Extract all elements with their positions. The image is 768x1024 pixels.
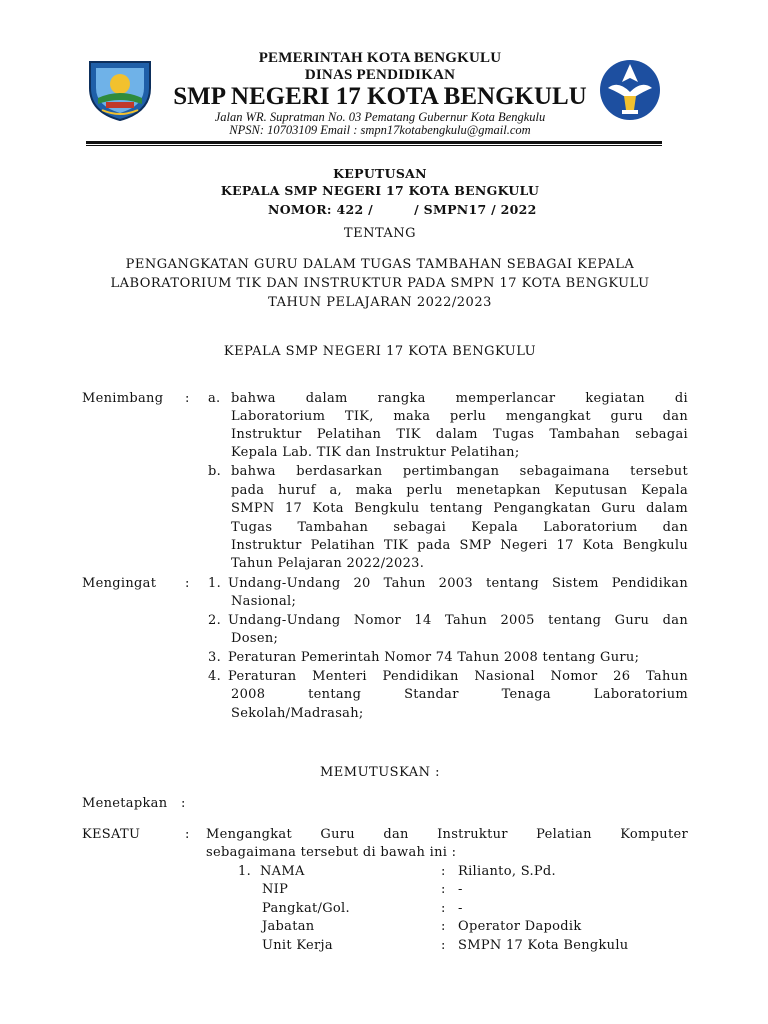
field-colon: : bbox=[441, 919, 446, 934]
mengingat-colon: : bbox=[185, 576, 190, 591]
field-colon: : bbox=[441, 882, 446, 897]
field-value: SMPN 17 Kota Bengkulu bbox=[458, 938, 629, 953]
mengingat-1-marker: 1. bbox=[208, 576, 222, 591]
letterhead-rule-thin bbox=[86, 145, 662, 146]
menimbang-b-line: Instruktur Pelatihan TIK pada SMP Negeri 17 Kota Bengkulu bbox=[231, 538, 688, 553]
subject-line-3: TAHUN PELAJARAN 2022/2023 bbox=[268, 295, 492, 310]
memutuskan-heading: MEMUTUSKAN : bbox=[319, 765, 441, 780]
letterhead-address: Jalan WR. Supratman No. 03 Pematang Gubernur Kota Bengkulu bbox=[214, 110, 546, 124]
menetapkan-colon: : bbox=[181, 796, 186, 811]
mengingat-4-line: Peraturan Menteri Pendidikan Nasional Nomor 26 Tahun bbox=[228, 669, 688, 684]
subject-line-2: LABORATORIUM TIK DAN INSTRUKTUR PADA SMPN 17 KOTA BENGKULU bbox=[110, 276, 650, 291]
menimbang-b-line: pada huruf a, maka perlu menetapkan Keputusan Kepala bbox=[231, 483, 688, 498]
field-key: Pangkat/Gol. bbox=[262, 901, 350, 916]
menimbang-b-line: SMPN 17 Kota Bengkulu tentang Pengangkatan Guru dalam bbox=[231, 501, 688, 516]
letterhead-rule-thick bbox=[86, 141, 662, 144]
mengingat-3-line: Peraturan Pemerintah Nomor 74 Tahun 2008 tentang Guru; bbox=[228, 650, 640, 665]
menimbang-a-marker: a. bbox=[208, 391, 221, 406]
decree-number bbox=[268, 199, 537, 219]
kesatu-line: sebagaimana tersebut di bawah ini : bbox=[206, 845, 457, 860]
kesatu-entry-marker: 1. bbox=[238, 864, 252, 879]
subject-line-1: PENGANGKATAN GURU DALAM TUGAS TAMBAHAN SEBAGAI KEPALA bbox=[125, 257, 635, 272]
kesatu-line: Mengangkat Guru dan Instruktur Pelatian Komputer bbox=[206, 827, 688, 842]
field-key: NIP bbox=[262, 882, 289, 897]
mengingat-1-line: Nasional; bbox=[231, 594, 297, 609]
kesatu-colon: : bbox=[185, 827, 190, 842]
letterhead-school-name: SMP NEGERI 17 KOTA BENGKULU bbox=[173, 83, 587, 110]
bengkulu-city-emblem-icon bbox=[84, 58, 156, 122]
menimbang-b-marker: b. bbox=[208, 464, 222, 479]
mengingat-4-line: 2008 tentang Standar Tenaga Laboratorium bbox=[231, 687, 688, 702]
letterhead-agency: DINAS PENDIDIKAN bbox=[304, 67, 456, 83]
tentang-label: TENTANG bbox=[343, 226, 417, 241]
authority-line: KEPALA SMP NEGERI 17 KOTA BENGKULU bbox=[223, 344, 537, 359]
decree-number-left: NOMOR: 422 / bbox=[268, 202, 374, 217]
menimbang-a-line: Instruktur Pelatihan TIK dalam Tugas Tambahan sebagai bbox=[231, 427, 688, 442]
decree-number-right: / SMPN17 / 2022 bbox=[414, 202, 537, 217]
decree-issuer: KEPALA SMP NEGERI 17 KOTA BENGKULU bbox=[220, 183, 540, 198]
kesatu-label: KESATU bbox=[82, 827, 141, 842]
mengingat-2-line: Dosen; bbox=[231, 631, 279, 646]
field-colon: : bbox=[441, 901, 446, 916]
field-key: NAMA bbox=[260, 864, 305, 879]
mengingat-4-line: Sekolah/Madrasah; bbox=[231, 706, 364, 721]
mengingat-3-marker: 3. bbox=[208, 650, 222, 665]
mengingat-2-line: Undang-Undang Nomor 14 Tahun 2005 tentang Guru dan bbox=[228, 613, 688, 628]
decree-heading: KEPUTUSAN bbox=[333, 166, 427, 181]
menimbang-b-line: Tahun Pelajaran 2022/2023. bbox=[231, 556, 425, 571]
mengingat-2-marker: 2. bbox=[208, 613, 222, 628]
menimbang-a-line: Kepala Lab. TIK dan Instruktur Pelatihan; bbox=[231, 445, 520, 460]
mengingat-label: Mengingat bbox=[82, 576, 157, 591]
field-key: Jabatan bbox=[262, 919, 315, 934]
field-colon: : bbox=[441, 938, 446, 953]
field-value: Rilianto, S.Pd. bbox=[458, 864, 556, 879]
field-value: - bbox=[458, 882, 463, 897]
field-colon: : bbox=[441, 864, 446, 879]
letterhead-contact: NPSN: 10703109 Email : smpn17kotabengkulu@gmail.com bbox=[229, 123, 531, 137]
menimbang-a-line: bahwa dalam rangka memperlancar kegiatan di bbox=[231, 391, 688, 406]
menimbang-b-line: bahwa berdasarkan pertimbangan sebagaimana tersebut bbox=[231, 464, 688, 479]
field-value: Operator Dapodik bbox=[458, 919, 582, 934]
menimbang-label: Menimbang bbox=[82, 391, 164, 406]
mengingat-1-line: Undang-Undang 20 Tahun 2003 tentang Sistem Pendidikan bbox=[228, 576, 688, 591]
tut-wuri-handayani-icon bbox=[598, 58, 662, 122]
mengingat-4-marker: 4. bbox=[208, 669, 222, 684]
menimbang-colon: : bbox=[185, 391, 190, 406]
menimbang-a-line: Laboratorium TIK, maka perlu mengangkat guru dan bbox=[231, 409, 688, 424]
menimbang-b-line: Tugas Tambahan sebagai Kepala Laboratorium dan bbox=[231, 520, 688, 535]
field-value: - bbox=[458, 901, 463, 916]
field-key: Unit Kerja bbox=[262, 938, 333, 953]
menetapkan-label: Menetapkan bbox=[82, 796, 168, 811]
letterhead-government: PEMERINTAH KOTA BENGKULU bbox=[258, 50, 502, 66]
